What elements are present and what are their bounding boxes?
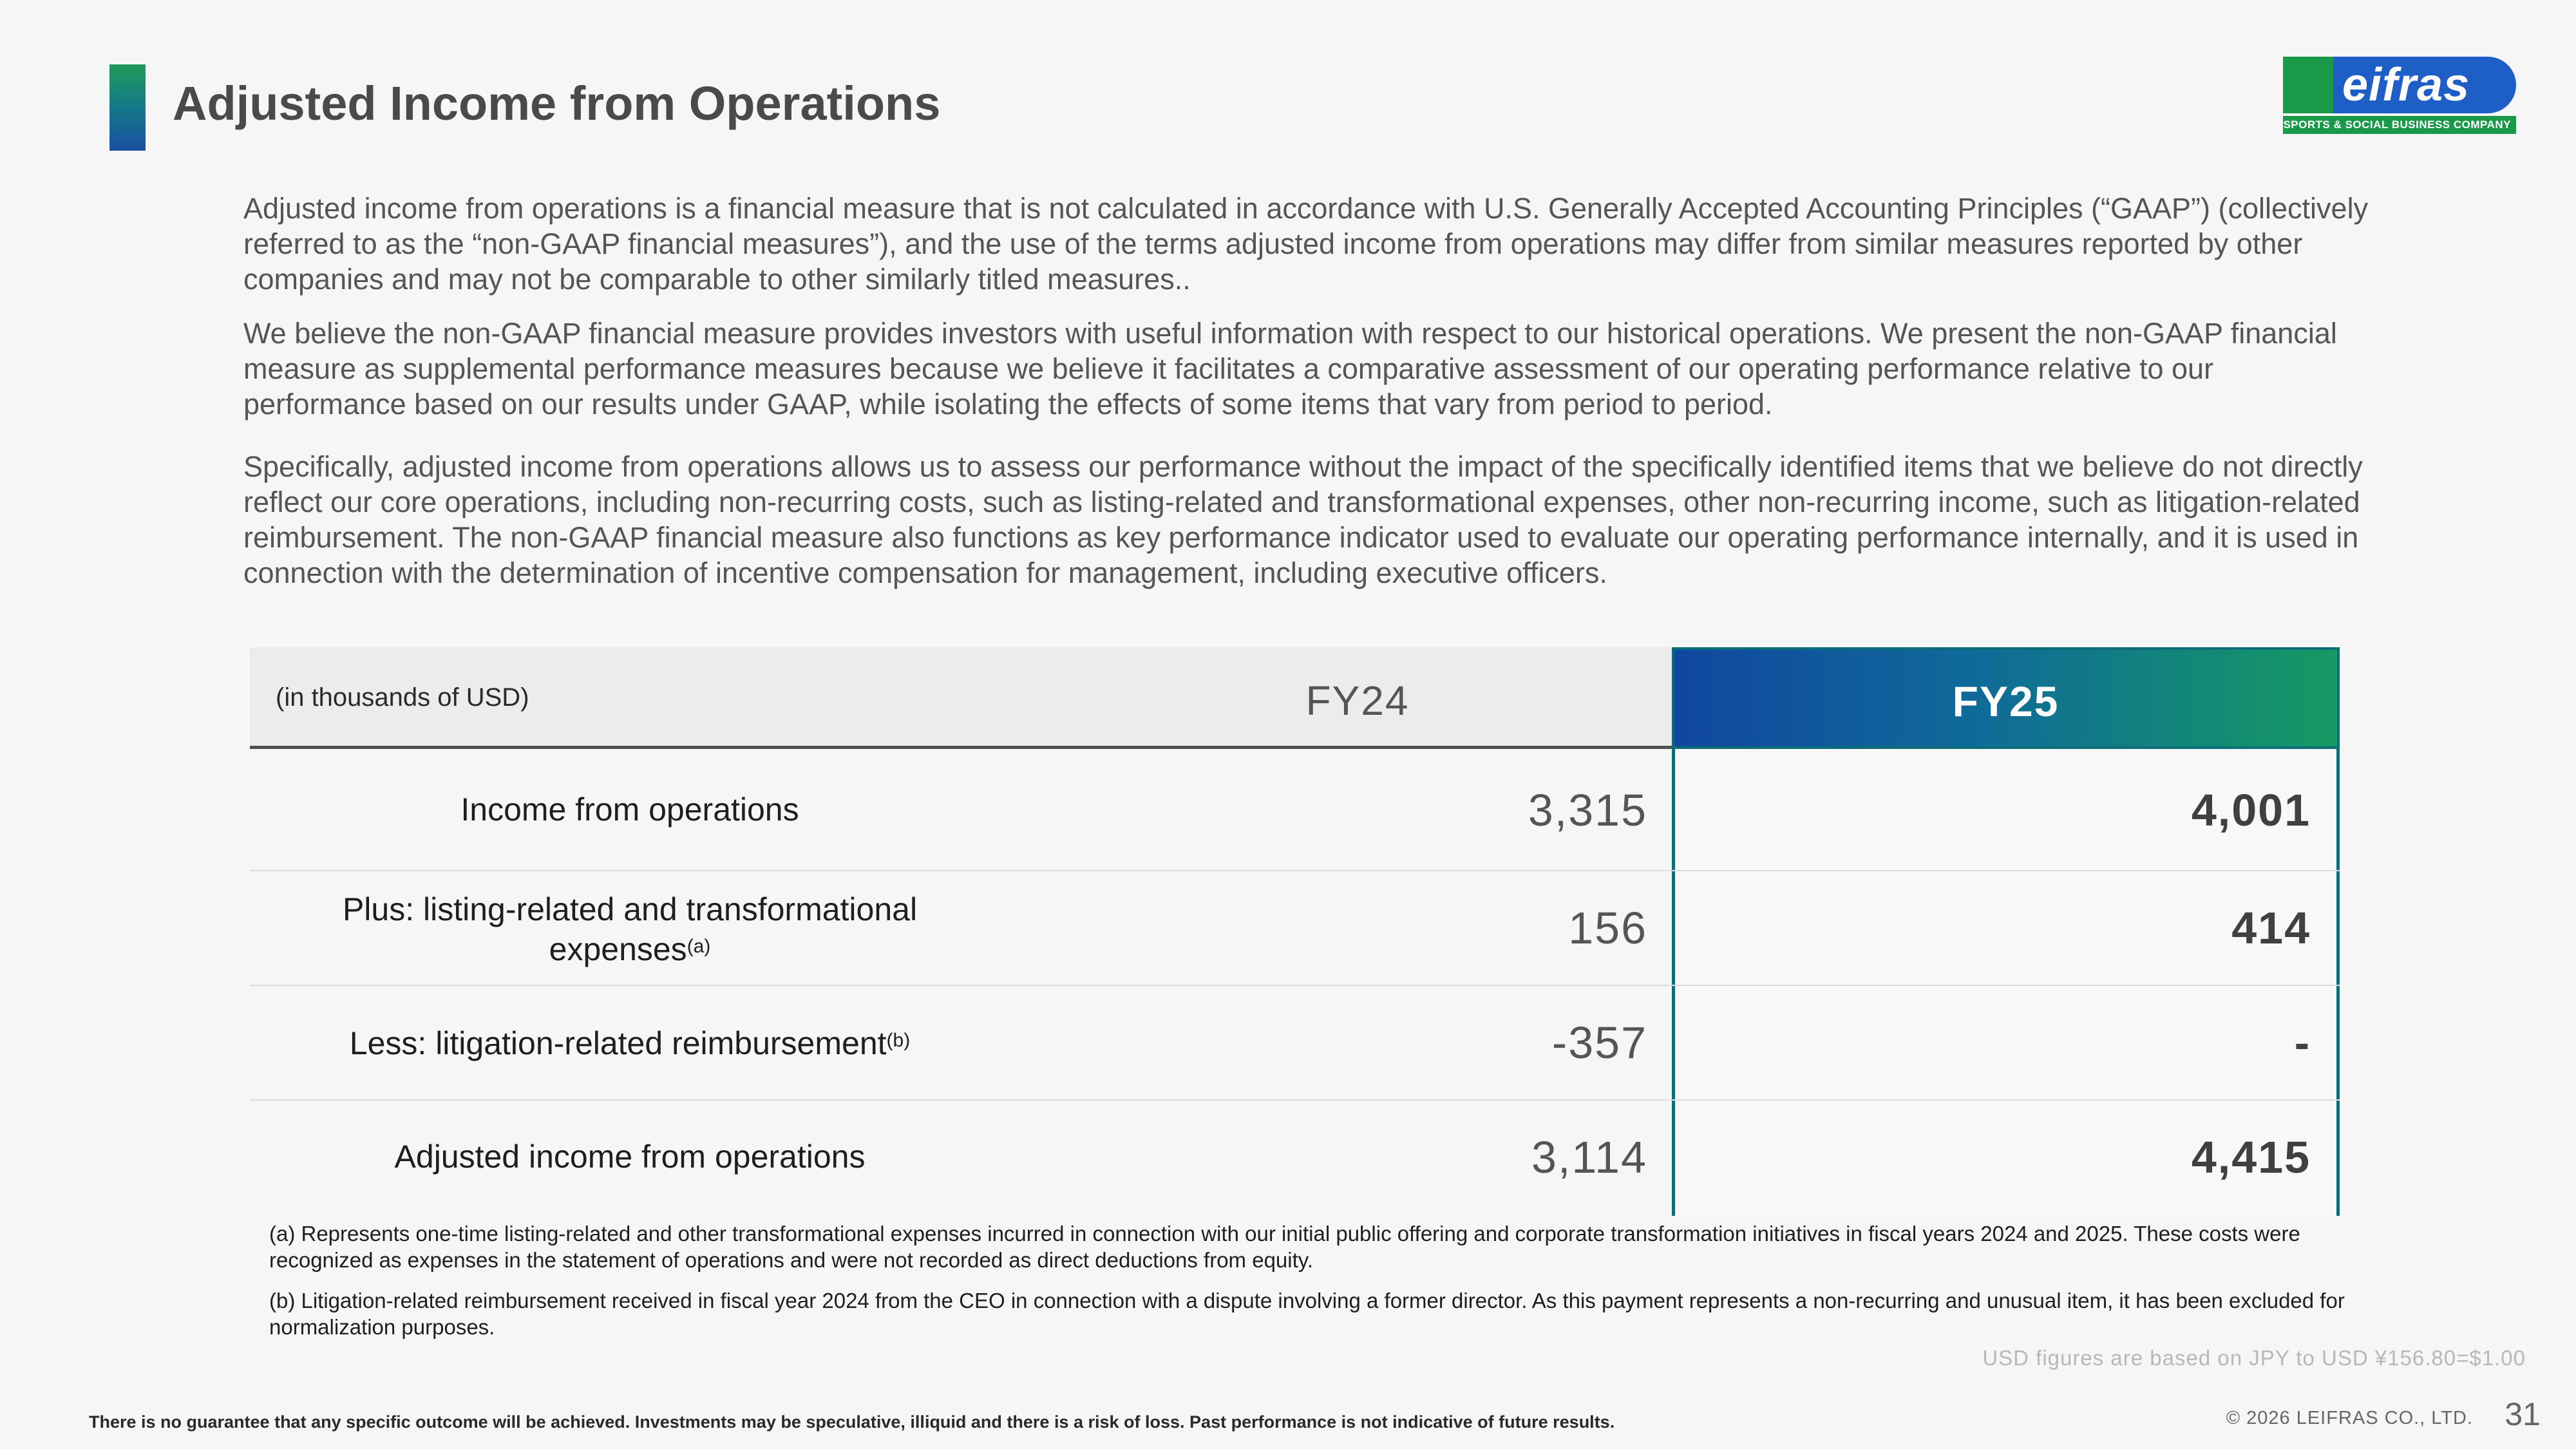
paragraph-definition: Adjusted income from operations is a financial measure that is not calculated in accordance with U.S. Generally Accepted Accounting Principles (“GAAP”) (collectively referred to as the “non-GAAP financial measures”), and the use of the terms adjusted income from operations may differ from similar measures reported by other companies and may not be comparable to other similarly titled measures.. bbox=[243, 192, 2369, 296]
leifras-logo bbox=[2283, 57, 2516, 134]
table-row bbox=[250, 1101, 2340, 1215]
fx-rate-note: USD figures are based on JPY to USD ¥156.80=$1.00 bbox=[1982, 1346, 2526, 1370]
column-header-fy25: FY25 bbox=[1952, 677, 2060, 725]
footnote-a: (a) Represents one-time listing-related and other transformational expenses incurred in connection with our initial public offering and corporate transformation initiatives in fiscal years 2024 and 2025. These costs were recognized as expenses in the statement of operations and were not recorded as direct deductions from equity. bbox=[269, 1222, 2300, 1272]
fy25-value: 4,415 bbox=[2191, 1132, 2311, 1182]
page-number: 31 bbox=[2505, 1396, 2541, 1432]
table-row bbox=[250, 752, 2340, 871]
logo-l-mark bbox=[2283, 57, 2340, 113]
row-label: Adjusted income from operations bbox=[394, 1139, 866, 1175]
fy25-value: 414 bbox=[2231, 903, 2311, 953]
fy24-value: 3,114 bbox=[1531, 1132, 1647, 1182]
copyright: © 2026 LEIFRAS CO., LTD. bbox=[2226, 1408, 2473, 1428]
table-header bbox=[250, 647, 2340, 749]
row-label: Income from operations bbox=[460, 791, 799, 828]
paragraph-usefulness: We believe the non-GAAP financial measure provides investors with useful information with respect to our historical operations. We present the non-GAAP financial measure as supplemental performance measures because we believe it facilitates a comparative assessment of our operating performance relative to our performance based on our results under GAAP, while isolating the effects of some items that vary from period to period. bbox=[243, 317, 2337, 421]
logo-tagline: SPORTS & SOCIAL BUSINESS COMPANY bbox=[2283, 116, 2516, 134]
row-label: Plus: listing-related and transformational expenses$^{(a)}$ bbox=[342, 891, 918, 967]
fy25-value: - bbox=[2294, 1018, 2311, 1068]
logo-wordmark: eifras bbox=[2333, 57, 2516, 113]
table-row bbox=[250, 986, 2340, 1101]
fy24-value: 156 bbox=[1568, 903, 1647, 953]
footnote-b: (b) Litigation-related reimbursement received in fiscal year 2024 from the CEO in connection with a dispute involving a former director. As this payment represents a non-recurring and unusual item, it has been excluded for normalization purposes. bbox=[269, 1289, 2345, 1339]
row-label: Less: litigation-related reimbursement$^{(b)}$ bbox=[349, 1025, 911, 1061]
fy25-value: 4,001 bbox=[2191, 785, 2311, 835]
footnote-ref-a: (a) bbox=[687, 936, 711, 957]
disclaimer: There is no guarantee that any specific outcome will be achieved. Investments may be speculative, illiquid and there is a risk of loss. Past performance is not indicative of future results. bbox=[89, 1412, 1615, 1432]
column-header-fy25-cell bbox=[1672, 647, 2340, 749]
fy24-value: -357 bbox=[1551, 1018, 1647, 1068]
paragraph-specifics: Specifically, adjusted income from operations allows us to assess our performance without the impact of the specifically identified items that we believe do not directly reflect our core operations, including non-recurring costs, such as listing-related and transformational expenses, other non-recurring income, such as litigation-related reimbursement. The non-GAAP financial measure also functions as key performance indicator used to evaluate our operating performance internally, and it is used in connection with the determination of incentive compensation for management, including executive officers. bbox=[243, 450, 2363, 589]
unit-label: (in thousands of USD) bbox=[276, 683, 529, 712]
column-header-fy24: FY24 bbox=[1305, 677, 1410, 724]
title-accent-bar bbox=[109, 64, 146, 151]
footnote-ref-b: (b) bbox=[886, 1030, 911, 1051]
page-title: Adjusted Income from Operations bbox=[173, 77, 941, 130]
fy24-value: 3,315 bbox=[1528, 785, 1647, 835]
table-row bbox=[250, 871, 2340, 986]
